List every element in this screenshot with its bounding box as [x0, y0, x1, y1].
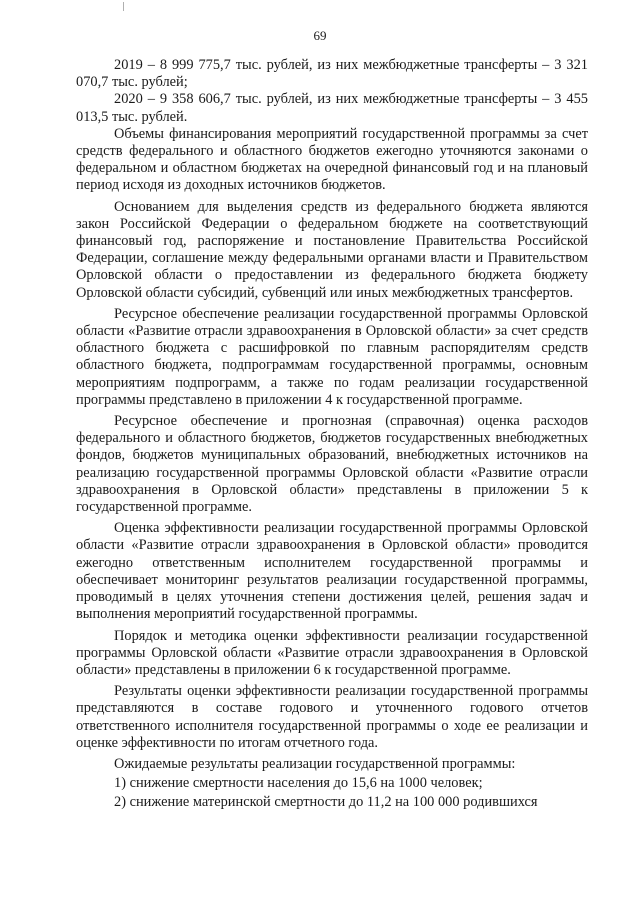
resource-provision-paragraph: Ресурсное обеспечение реализации государственной программы Орловской области «Развитие отрасли здравоохранения в Орловской области» за счет средств областного бюджета с расшифровкой по главным распорядителям средств областного бюджета, подпрограммам государственной программы, основным мероприятиям подпрограмм, а также по годам реализации государственной программы представлено в приложении 4 к государственной программе.	[76, 305, 588, 408]
federal-basis-paragraph: Основанием для выделения средств из федерального бюджета являются закон Российской Федерации о федеральном бюджете на соответствующий финансовый год, распоряжение и постановление Правительства Российской Федерации, соглашение между федеральными органами власти и Правительством Орловской области о предоставлении из федерального бюджета бюджету Орловской области субсидий, субвенций или иных межбюджетных трансфертов.	[76, 198, 588, 301]
efficiency-evaluation-paragraph: Оценка эффективности реализации государственной программы Орловской области «Развитие отрасли здравоохранения в Орловской области» проводится ежегодно ответственным исполнителем государственной программы и обеспечивает мониторинг результатов реализации государственной программы, проводимый в целях уточнения степени достижения целей, решения задач и выполнения мероприятий государственной программы.	[76, 520, 588, 623]
page-number: 69	[313, 28, 327, 43]
expected-result-item: 1) снижение смертности населения до 15,6 на 1000 человек;	[114, 775, 483, 792]
resource-forecast-paragraph: Ресурсное обеспечение и прогнозная (справочная) оценка расходов федерального и областного бюджетов, бюджетов государственных внебюджетных фондов, бюджетов муниципальных образований, внебюджетных источников на реализацию государственной программы Орловской области «Развитие отрасли здравоохранения в Орловской области» представлены в приложении 5 к государственной программе.	[76, 413, 588, 516]
funding-volumes-paragraph: Объемы финансирования мероприятий государственной программы за счет средств федерального и областного бюджетов ежегодно уточняются законами о федеральном и областном бюджетах на очередной финансовый год и на плановый период исходя из доходных источников бюджетов.	[76, 125, 588, 194]
evaluation-results-paragraph: Результаты оценки эффективности реализации государственной программы представляются в составе годового и уточненного годового отчетов ответственного исполнителя государственной программы о ходе ее реализации и оценке эффективности по итогам отчетного года.	[76, 683, 588, 751]
funding-2020-paragraph: 2020 – 9 358 606,7 тыс. рублей, из них межбюджетные трансферты – 3 455 013,5 тыс. рублей.	[76, 91, 588, 125]
expected-results-heading: Ожидаемые результаты реализации государственной программы:	[114, 755, 516, 772]
funding-2019-paragraph: 2019 – 8 999 775,7 тыс. рублей, из них межбюджетные трансферты – 3 321 070,7 тыс. рублей;	[76, 57, 588, 91]
document-body	[76, 57, 588, 814]
evaluation-methodology-paragraph: Порядок и методика оценки эффективности реализации государственной программы Орловской области «Развитие отрасли здравоохранения в Орловской области» представлены в приложении 6 к государственной программе.	[76, 627, 588, 678]
scan-mark	[123, 2, 124, 11]
expected-result-item: 2) снижение материнской смертности до 11,2 на 100 000 родившихся	[114, 794, 538, 811]
